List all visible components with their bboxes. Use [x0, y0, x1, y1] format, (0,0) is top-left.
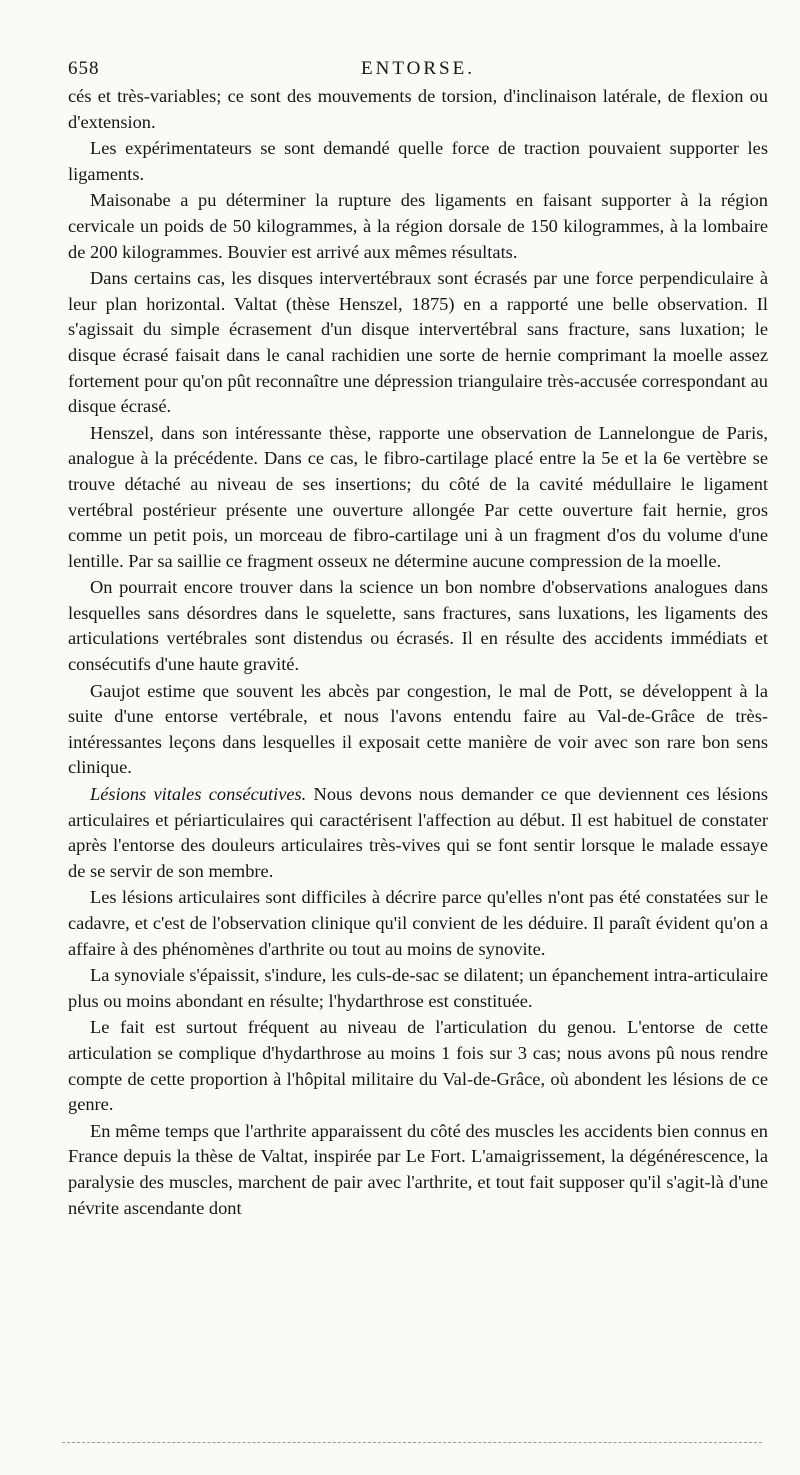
- paragraph-3: [68, 188, 768, 265]
- paragraph-text: cés et très-variables; ce sont des mouvements de torsion, d'inclinaison latérale, de flexion ou d'extension.: [68, 86, 768, 132]
- paragraph-7: [68, 679, 768, 781]
- paragraph-text: Maisonabe a pu déterminer la rupture des ligaments en faisant supporter à la région cervicale un poids de 50 kilogrammes, à la région dorsale de 150 kilogrammes, à la lombaire de 200 kilogrammes. Bouvier est arrivé aux mêmes résultats.: [68, 190, 768, 262]
- footer-rule: [62, 1442, 762, 1443]
- paragraph-1: [68, 84, 768, 135]
- paragraph-text: La synoviale s'épaissit, s'indure, les culs-de-sac se dilatent; un épanchement intra-articulaire plus ou moins abondant en résulte; l'hydarthrose est constituée.: [68, 965, 768, 1011]
- paragraph-11: [68, 1015, 768, 1117]
- paragraph-2: [68, 136, 768, 187]
- paragraph-12: [68, 1119, 768, 1221]
- paragraph-text: En même temps que l'arthrite apparaissent du côté des muscles les accidents bien connus en France depuis la thèse de Valtat, inspirée par Le Fort. L'amaigrissement, la dégénérescence, la paralysie des muscles, marchent de pair avec l'arthrite, et tout fait supposer qu'il s'agit-là d'une névrite ascendante dont: [68, 1120, 768, 1218]
- paragraph-5: [68, 421, 768, 575]
- paragraph-text: Dans certains cas, les disques intervertébraux sont écrasés par une force perpendiculaire à leur plan horizontal. Valtat (thèse Henszel, 1875) en a rapporté une belle observation. Il s'agissait du simple écrasement d'un disque intervertébral sans fracture, sans luxation; le disque écrasé faisait dans le canal rachidien une sorte de hernie comprimant la moelle assez fortement pour qu'on pût reconnaître une dépression triangulaire très-accusée correspondant au disque écrasé.: [68, 268, 768, 417]
- book-page: [68, 58, 768, 1221]
- paragraph-text: Henszel, dans son intéressante thèse, rapporte une observation de Lannelongue de Paris, analogue à la précédente. Dans ce cas, le fibro-cartilage placé entre la 5e et la 6e vertèbre se trouve détaché au niveau de ses insertions; du côté de la cavité médullaire le ligament vertébral postérieur présente une ouverture allongée Par cette ouverture fait hernie, gros comme un petit pois, un morceau de fibro-cartilage uni à un fragment d'os du volume d'une lentille. Par sa saillie ce fragment osseux ne détermine aucune compression de la moelle.: [68, 422, 768, 571]
- section-lead: Lésions vitales consécutives.: [90, 784, 307, 805]
- running-title: ENTORSE.: [361, 58, 475, 79]
- paragraph-6: [68, 575, 768, 677]
- paragraph-text: Gaujot estime que souvent les abcès par congestion, le mal de Pott, se développent à la suite d'une entorse vertébrale, et nous l'avons entendu faire au Val-de-Grâce de très-intéressantes leçons dans lesquelles il exposait cette manière de voir avec son rare bon sens clinique.: [68, 680, 768, 778]
- paragraph-9: [68, 885, 768, 962]
- body-text: [68, 84, 768, 1221]
- page-number: 658: [68, 58, 100, 79]
- paragraph-text: Nous devons nous demander ce que deviennent ces lésions articulaires et périarticulaires qui caractérisent l'affection au début. Il est habituel de constater après l'entorse des douleurs articulaires très-vives qui se font sentir lorsque le malade essaye de se servir de son membre.: [68, 784, 768, 881]
- paragraph-text: Le fait est surtout fréquent au niveau de l'articulation du genou. L'entorse de cette articulation se complique d'hydarthrose au moins 1 fois sur 3 cas; nous avons pû nous rendre compte de cette proportion à l'hôpital militaire du Val-de-Grâce, où abondent les lésions de ce genre.: [68, 1017, 768, 1115]
- paragraph-4: [68, 266, 768, 420]
- running-header: [68, 58, 768, 84]
- paragraph-text: On pourrait encore trouver dans la science un bon nombre d'observations analogues dans lesquelles sans désordres dans le squelette, sans fractures, sans luxations, les ligaments des articulations vertébrales sont distendus ou écrasés. Il en résulte des accidents immédiats et consécutifs d'une haute gravité.: [68, 577, 768, 675]
- paragraph-text: Les lésions articulaires sont difficiles à décrire parce qu'elles n'ont pas été constatées sur le cadavre, et c'est de l'observation clinique qu'il convient de les déduire. Il paraît évident qu'on a affaire à des phénomènes d'arthrite ou tout au moins de synovite.: [68, 887, 768, 959]
- paragraph-10: [68, 963, 768, 1014]
- paragraph-8: [68, 782, 768, 884]
- paragraph-text: Les expérimentateurs se sont demandé quelle force de traction pouvaient supporter les ligaments.: [68, 138, 768, 184]
